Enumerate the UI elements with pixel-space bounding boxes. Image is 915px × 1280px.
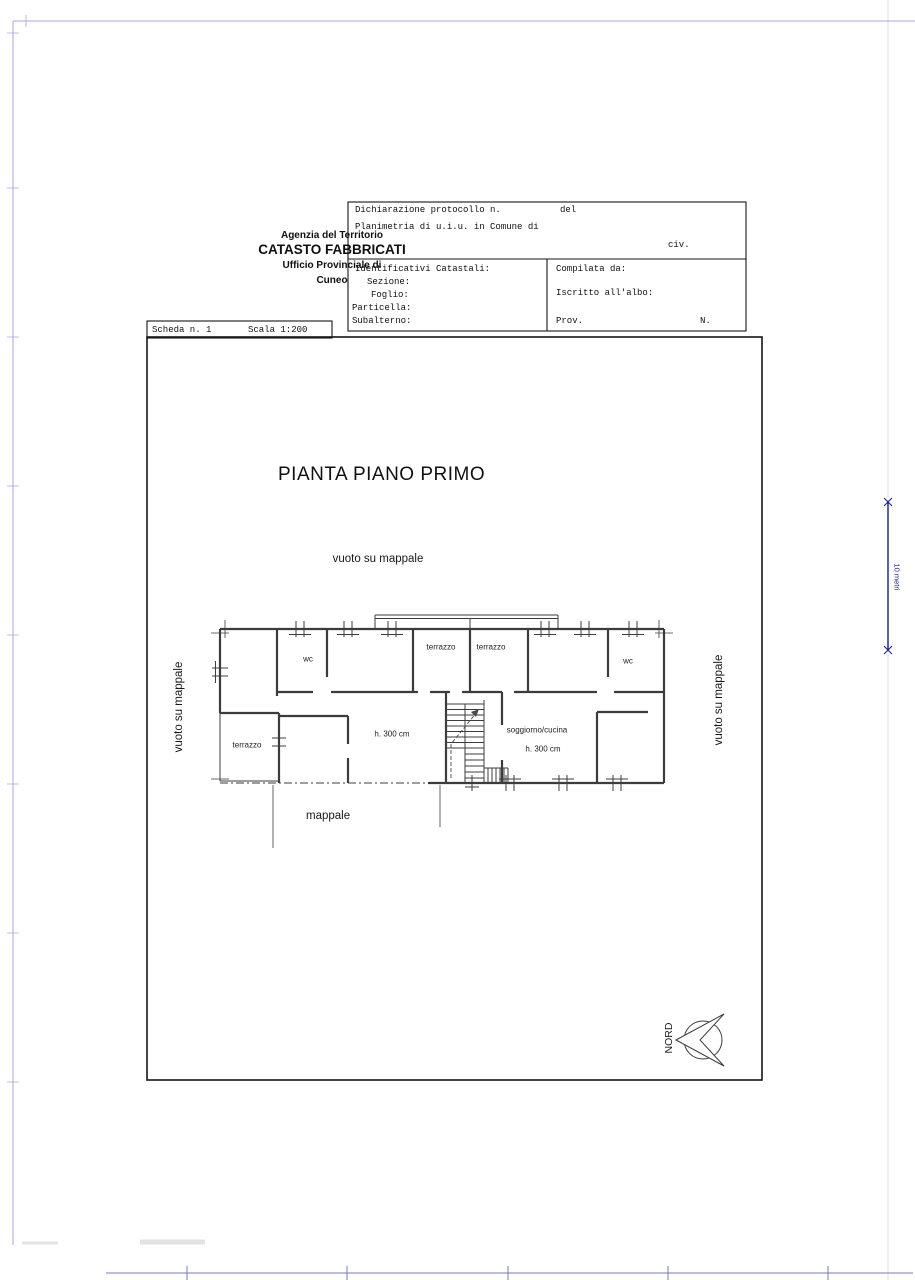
compilata-label: Compilata da: [556,264,627,274]
agency-line-1: Agenzia del Territorio [280,230,384,241]
protocol-label: Dichiarazione protocollo n. [355,205,501,215]
vuoto-top-label: vuoto su mappale [332,553,424,565]
room-label-soggiorno: soggiorno/cucina [506,725,568,735]
iscritto-label: Iscritto all'albo: [556,288,654,298]
room-label-terrazzo-center-left: terrazzo [426,642,456,652]
vuoto-left-label: vuoto su mappale [173,661,185,753]
property-lines [273,785,440,848]
n-label: N. [700,316,711,326]
scan-smudges [22,1242,205,1243]
particella-label: Particella: [352,303,412,313]
drawing-frame [147,337,762,1080]
del-label: del [560,205,577,215]
scale-bar-label: 10 metri [892,563,902,591]
room-label-wc-right: wc [623,656,633,666]
identificativi-label: Identificativi Catastali: [355,264,491,274]
plan-walls [220,629,664,783]
room-label-terrazzo-left: terrazzo [232,740,262,750]
compass-needle [676,1014,724,1066]
vuoto-right-label: vuoto su mappale [713,654,725,746]
agency-line-2: CATASTO FABBRICATI [258,242,406,257]
scale-bar [884,498,892,654]
bottom-rule [106,1266,913,1280]
room-label-height-right: h. 300 cm [525,744,561,754]
scheda-scale: Scala 1:200 [248,325,308,335]
mappale-label: mappale [306,810,351,822]
stair-lower-treads [465,754,484,778]
stair-landing [484,768,508,783]
room-label-height-left: h. 300 cm [374,729,410,739]
subalterno-label: Subalterno: [352,316,412,326]
scheda-number: Scheda n. 1 [152,325,212,335]
stair-arrowhead [471,709,479,717]
agency-line-4: Cuneo [316,275,348,286]
sezione-label: Sezione: [367,277,411,287]
terrace-parapet [375,615,558,629]
north-compass [676,1014,724,1066]
planimetria-label: Planimetria di u.i.u. in Comune di [355,222,539,232]
plan-title: PIANTA PIANO PRIMO [278,464,486,485]
north-label: NORD [663,1022,675,1054]
agency-line-3: Ufficio Provinciale di [282,260,382,271]
form-boxes [147,202,762,1080]
foglio-label: Foglio: [371,290,409,300]
plan-detail-lines [211,615,673,783]
prov-label: Prov. [556,316,584,326]
room-label-terrazzo-center-right: terrazzo [476,642,506,652]
room-label-wc-left: wc [303,654,313,664]
civ-label: civ. [668,240,690,250]
